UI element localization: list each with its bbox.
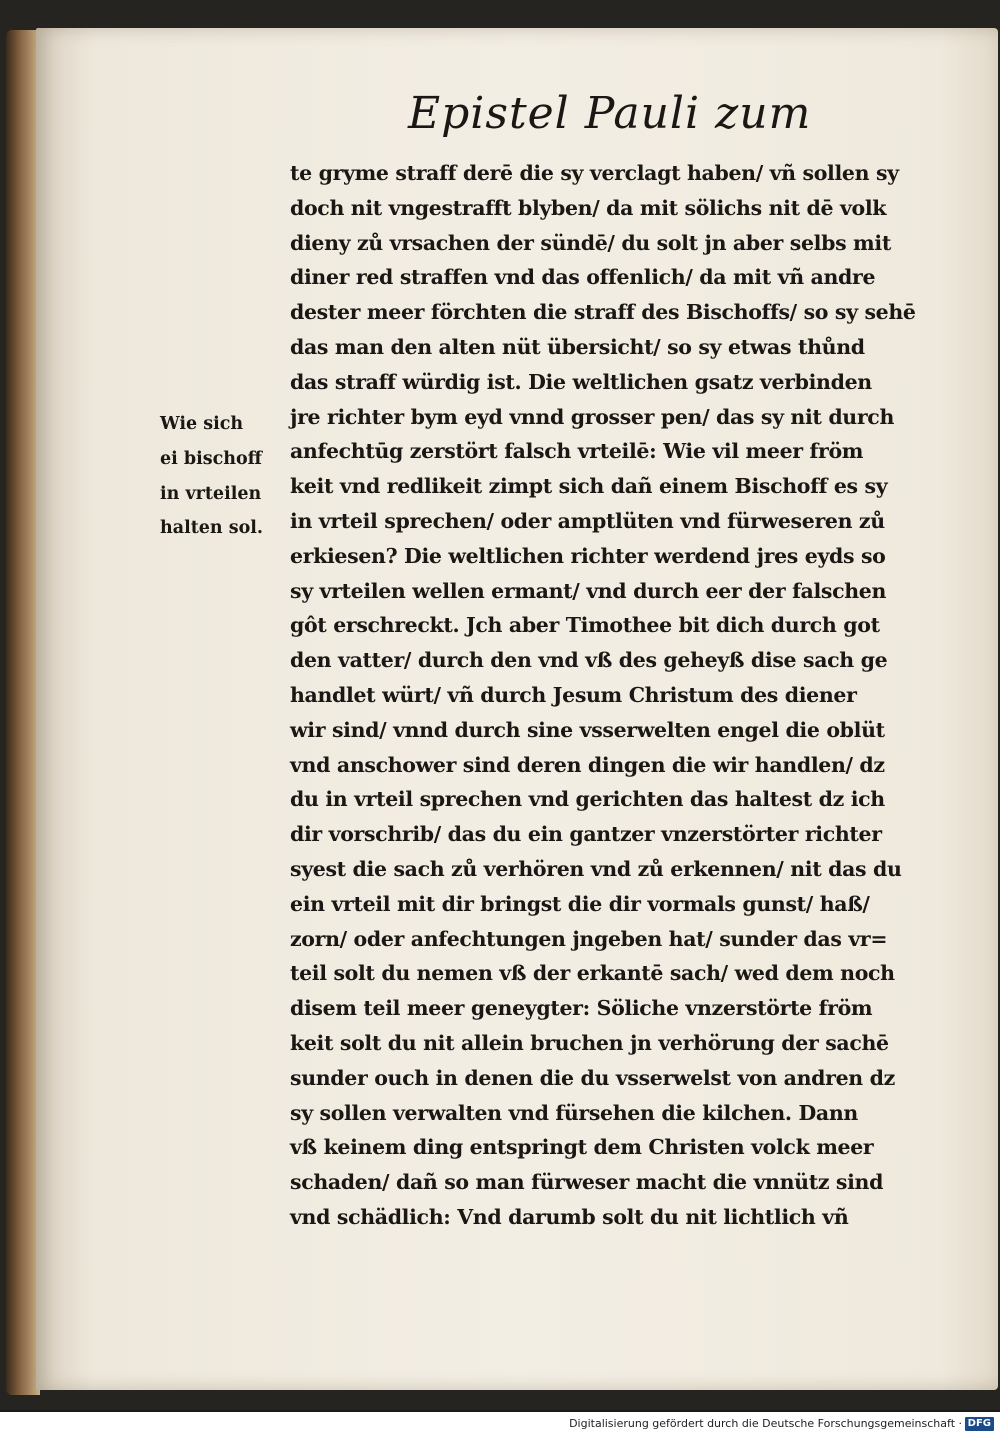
text-line: anfechtūg zerstört falsch vrteilē: Wie vil meer fröm (290, 439, 864, 464)
text-line: syest die sach zů verhören vnd zů erkennen/ nit das du (290, 856, 902, 881)
book-edge (6, 30, 40, 1395)
margin-note (160, 407, 292, 546)
text-line: den vatter/ durch den vnd vß des geheyß dise sach ge (290, 648, 888, 673)
text-line: jre richter bym eyd vnnd grosser pen/ das sy nit durch (290, 404, 894, 429)
text-line: vß keinem ding entspringt dem Christen volck meer (290, 1135, 874, 1160)
text-line: doch nit vngestrafft blyben/ da mit sölichs nit dē volk (290, 195, 887, 220)
running-head: Epistel Pauli zum (408, 88, 812, 139)
text-line: handlet würt/ vñ durch Jesum Christum des diener (290, 682, 857, 707)
text-line: disem teil meer geneygter: Söliche vnzerstörte fröm (290, 996, 873, 1021)
text-line: teil solt du nemen vß der erkantē sach/ wed dem noch (290, 961, 895, 986)
text-line: diner red straffen vnd das offenlich/ da mit vñ andre (290, 265, 876, 290)
text-line: sy vrteilen wellen ermant/ vnd durch eer der falschen (290, 578, 887, 603)
text-line: sy sollen verwalten vnd fürsehen die kilchen. Dann (290, 1100, 858, 1125)
text-line: keit solt du nit allein bruchen jn verhörung der sachē (290, 1030, 889, 1055)
text-line: schaden/ dañ so man fürweser macht die vnnütz sind (290, 1170, 884, 1195)
margin-note-line: Wie sich (160, 414, 244, 434)
text-line: te gryme straff derē die sy verclagt haben/ vñ sollen sy (290, 161, 899, 185)
margin-note-line: halten sol. (160, 518, 264, 539)
text-line: das man den alten nüt übersicht/ so sy etwas thůnd (290, 334, 865, 359)
text-line: dieny zů vrsachen der sündē/ du solt jn aber selbs mit (290, 230, 891, 255)
dfg-logo: DFG (965, 1417, 994, 1431)
text-line: ein vrteil mit dir bringst die dir vormals gunst/ haß/ (290, 891, 870, 916)
text-line: gôt erschreckt. Jch aber Timothee bit dich durch got (290, 613, 880, 638)
text-line: dester meer förchten die straff des Bischoffs/ so sy sehē (290, 300, 916, 325)
margin-note-line: in vrteilen (160, 483, 262, 504)
margin-note-line: ei bischoff (160, 448, 263, 469)
text-line: wir sind/ vnnd durch sine vsserwelten engel die oblüt (290, 717, 885, 742)
text-line: vnd anschower sind deren dingen die wir handlen/ dz (290, 752, 885, 777)
text-line: zorn/ oder anfechtungen jngeben hat/ sunder das vr= (290, 926, 888, 951)
body-text (290, 156, 970, 1235)
text-line: erkiesen? Die weltlichen richter werdend jres eyds so (290, 543, 886, 568)
text-line: du in vrteil sprechen vnd gerichten das haltest dz ich (290, 787, 885, 812)
text-line: dir vorschrib/ das du ein gantzer vnzerstörter richter (290, 822, 882, 847)
text-line: vnd schädlich: Vnd darumb solt du nit lichtlich vñ (290, 1204, 849, 1229)
text-line: keit vnd redlikeit zimpt sich dañ einem Bischoff es sy (290, 474, 888, 499)
text-line: in vrteil sprechen/ oder amptlüten vnd fürweseren zů (290, 508, 885, 533)
text-line: das straff würdig ist. Die weltlichen gsatz verbinden (290, 369, 872, 394)
text-line: sunder ouch in denen die du vsserwelst von andren dz (290, 1065, 895, 1090)
funding-credit: Digitalisierung gefördert durch die Deutsche Forschungsgemeinschaft · (569, 1417, 962, 1430)
